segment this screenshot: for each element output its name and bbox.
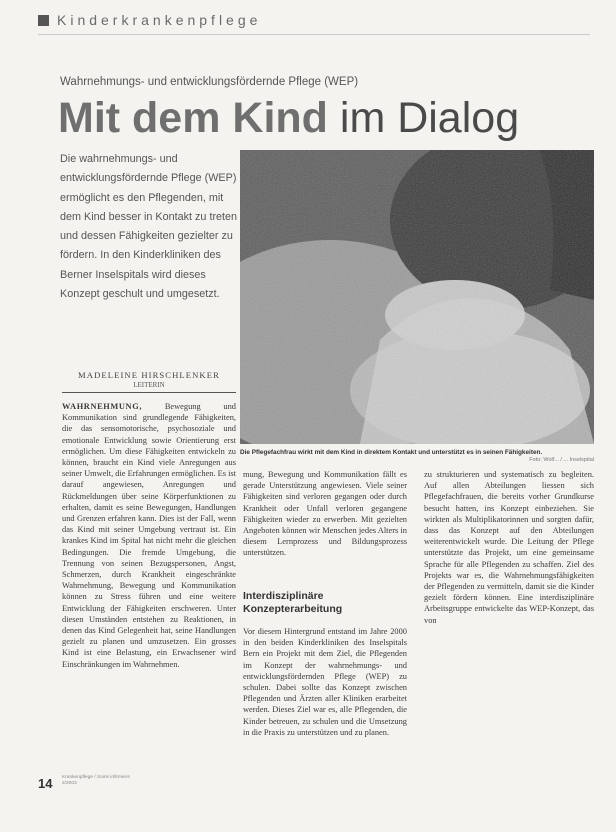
article-title [58, 92, 519, 144]
photo-illustration [240, 150, 594, 444]
article-title-light: im Dialog [327, 94, 520, 142]
page-number: 14 [38, 776, 53, 791]
article-overline: Wahrnehmungs- und entwicklungsfördernde Pflege (WEP) [60, 76, 359, 88]
article-lead: Die wahrnehmungs- und entwicklungsfördernde Pflege (WEP) ermöglicht es den Pflegenden, mit dem Kind besser in Kontakt zu treten und dessen Fähigkeiten gezielter zu fördern. In den Kinderkliniken des Berner Inselspitals wird dieses Konzept geschult und umgesetzt. [60, 153, 238, 301]
body-text-2: mung, Bewegung und Kommunikation fällt es gerade Unterstützung angewiesen. Viele seiner Fähigkeiten sind verloren gegangen oder durch Krankheit oder Unfall verloren gegangene Fähigkeiten wieder zu erwerben. Mit gezielten Angeboten können wir Menschen jedes Alters in diesem Lernprozess und Bildungsprozess unterstützen. [243, 470, 407, 558]
section-subhead: Interdisziplinäre Konzepterarbeitung [243, 590, 343, 615]
section-rubric [38, 12, 261, 28]
photo-caption: Die Pflegefachfrau wirkt mit dem Kind in direktem Kontakt und unterstützt es in seinen Fähigkeiten. [240, 449, 543, 456]
photo-credit: Foto: Wolf... / ... Inselspital [529, 457, 594, 463]
body-text-3: zu strukturieren und systematisch zu begleiten. Auf allen Abteilungen liessen sich Pflegefachfrauen, die bereits vorher Grundkurse besucht hatten, ins Konzept einbeziehen. Sie wirkten als Multiplikatorinnen und sorgten dafür, dass das Konzept auf den Abteilungen weiterentwickelt wurde. Die Leitung der Pflege unterstützte das Projekt, um eine gemeinsame Sprache für alle Pflegenden zu schaffen. Ziel des Projekts war es, die Wahrnehmungsfähigkeiten der Pflegenden zu vermitteln, damit sie die Kinder gezielt fördern können. Eine interdisziplinäre Arbeitsgruppe entwickelte das WEP-Konzept, das von [424, 470, 594, 625]
body-column-2b [243, 626, 407, 738]
section-rubric-label: Kinderkrankenpflege [57, 12, 262, 28]
article-photo [240, 150, 594, 444]
body-lead-in: WAHRNEHMUNG, [62, 402, 143, 411]
body-text-1: Bewegung und Kommunikation sind grundlegende Fähigkeiten, die das sensomotorische, psychosoziale und emotionale Entwicklung sowie Orientierung erst ermöglichen. Um diese Fähigkeiten entwickeln zu können, braucht ein Kind viele Anregungen aus seiner Umwelt, die Erfahrungen ermöglichen. Es ist darauf angewiesen, Anregungen und Rückmeldungen über seine Körperfunktionen zu erhalten, damit es seine Bewegungen, Handlungen und Grenzen erfahren kann. Dies ist der Fall, wenn das Kind mit seiner Umgebung vertraut ist. Ein krankes Kind im Spital hat nicht mehr die gleichen Bedingungen. Die fremde Umgebung, die Trennung von seinen Bezugspersonen, Angst, Schmerzen, durch Krankheit eingeschränkte Wahrnehmung, Bewegung und Kommunikation können zu Stress führen und eine weitere Entwicklung der Fähigkeiten erschweren. Unter diesen Umständen entstehen zu Reaktionen, in denen das Kind Gelegenheit hat, seine Handlungen gezielt zu planen und umzusetzen. Ein grosses Kind ist eine Belastung, ein Erwachsener wird Einschränkungen im Wahrnehmen. [62, 402, 236, 669]
header-rule [38, 34, 590, 35]
author-role: LEITERIN [133, 381, 165, 389]
body-column-1 [62, 401, 236, 767]
byline-rule [62, 392, 236, 393]
body-text-2b: Vor diesem Hintergrund entstand im Jahre 2000 in den beiden Kinderkliniken des Inselspitals Bern ein Projekt mit dem Ziel, die Pflegenden im Konzept der wahrnehmungs- und entwicklungsfördernden Pflege (WEP) zu schulen. Dabei sollte das Konzept zwischen Pflegenden und Ärzten aller Kliniken erarbeitet werden. Dieses Ziel war es, alle Pflegenden, die Kinder betreuen, zu schulen und die Umsetzung in die Praxis zu unterstützen und zu planen. [243, 627, 407, 737]
author-name: MADELEINE HIRSCHLENKER [78, 370, 220, 380]
square-bullet-icon [38, 15, 49, 26]
article-title-bold: Mit dem Kind [58, 94, 328, 142]
journal-reference: Krankenpflege / Soins infirmiers 2/2003 [62, 775, 130, 786]
body-column-2 [243, 469, 407, 559]
body-column-3 [424, 469, 594, 626]
